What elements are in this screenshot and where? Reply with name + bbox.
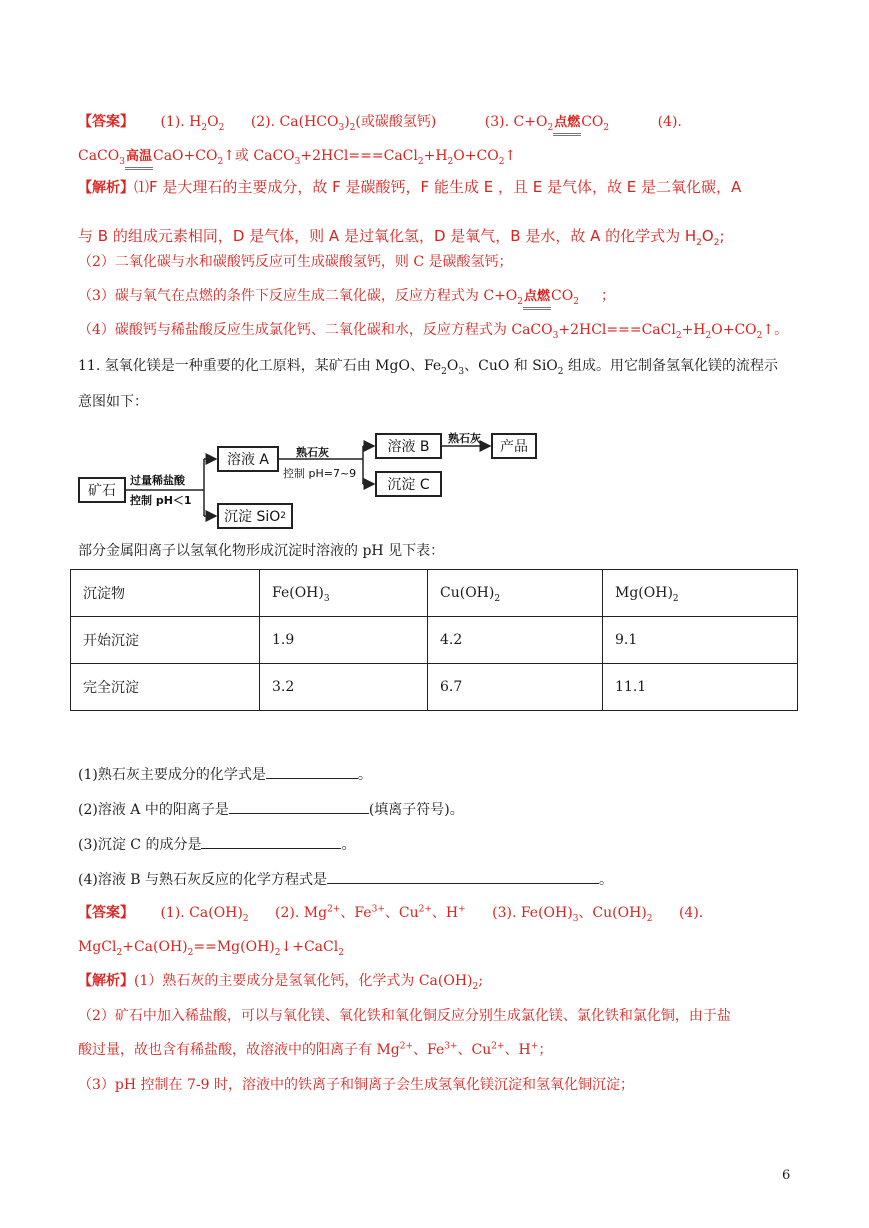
table-header-cell: $Cu(OH)_2$ [428,570,603,617]
lime-label-2: 控制 pH=7~9 [283,467,357,480]
ore-box: 矿石 [78,477,126,503]
reaction-condition: 点燃 [553,113,581,133]
table-intro: 部分金属阳离子以氢氧化物形成沉淀时溶液的 pH 见下表： [78,543,445,559]
analysis-1-line-4: （3）碳与氧气在点燃的条件下反应生成二氧化碳，反应方程式为 $C+O_2$点燃$CO_2$ ； [78,288,615,307]
precip-c-box: 沉淀 C [375,471,442,497]
page-number: 6 [782,1168,791,1183]
answer-1-line-2: CaCO$_3$高温$CaO+CO_2↑$或 $CaCO_3+2HCl===CaCl_2+H_2O+CO_2↑$ [78,148,517,167]
analysis-2-line-4: （3）pH 控制在 7-9 时，溶液中的铁离子和铜离子会生成氢氧化镁沉淀和氢氧化铜沉淀； [78,1077,634,1093]
answer-label: 【答案】 [78,114,134,130]
lime-label-3: 熟石灰 [448,432,481,445]
table-header-cell: 沉淀物 [71,570,260,617]
table-cell: 11.1 [603,664,798,711]
lime-label-1: 熟石灰 [296,446,329,459]
table-header-cell: $Fe(OH)_3$ [260,570,428,617]
acid-label-2: 控制 pH＜1 [130,494,192,507]
ph-table [70,569,798,711]
solution-b-box: 溶液 B [375,433,442,459]
solution-a-box: 溶液 A [217,446,279,472]
table-cell: 完全沉淀 [71,664,260,711]
process-flowchart [76,428,546,532]
precip-sio2-box: 沉淀 SiO 2 [217,503,293,529]
table-cell: 9.1 [603,617,798,664]
table-row [71,664,798,711]
sub-question-1: (1)熟石灰主要成分的化学式是 。 [78,764,372,785]
question-11-line-1: 11. 氢氧化镁是一种重要的化工原料，某矿石由 MgO、$Fe_2O_3$、CuO 和 SiO$_2$ 组成。用它制备氢氧化镁的流程示 [78,358,778,377]
analysis-1-line-1: 【解析】⑴F 是大理石的主要成分，故 F 是碳酸钙，F 能生成 E ，且 E 是气体，故 E 是二氧化碳，A [78,178,742,196]
acid-label-1: 过量稀盐酸 [130,474,185,487]
table-cell: 6.7 [428,664,603,711]
answer-1-line-1: 【答案】 (1). $H_2O_2$ (2). $Ca(HCO_3)_2$(或碳酸氢钙) (3). $C+O_2$点燃$CO_2$ (4). [78,114,682,133]
answer-blank[interactable] [327,869,599,884]
reaction-condition: 高温 [125,147,153,167]
answer-2-line-1: 【答案】 (1). $Ca(OH)_2$ (2). $Mg^{2+}$、$Fe^{3+}$、$Cu^{2+}$、H+ (3). $Fe(OH)_3$、$Cu(OH)_2$ (4). [78,904,704,924]
table-cell: 1.9 [260,617,428,664]
table-row [71,617,798,664]
analysis-2-line-2: （2）矿石中加入稀盐酸，可以与氧化镁、氧化铁和氧化铜反应分别生成氯化镁、氯化铁和氯化铜，由于盐 [78,1008,731,1024]
analysis-1-line-3: （2）二氧化碳与水和碳酸钙反应可生成碳酸氢钙，则 C 是碳酸氢钙； [78,254,513,270]
answer-blank[interactable] [229,799,369,814]
analysis-2-line-3: 酸过量，故也含有稀盐酸，故溶液中的阳离子有 $Mg^{2+}$、$Fe^{3+}$、$Cu^{2+}$、H+； [78,1041,553,1058]
table-cell: 开始沉淀 [71,617,260,664]
analysis-label: 【解析】 [78,180,134,196]
table-header-cell: $Mg(OH)_2$ [603,570,798,617]
table-cell: 3.2 [260,664,428,711]
reaction-condition: 点燃 [523,287,551,307]
table-header-row [71,570,798,617]
question-11-line-2: 意图如下： [78,394,148,410]
product-box: 产品 [491,433,537,459]
table-cell: 4.2 [428,617,603,664]
answer-blank[interactable] [266,764,358,779]
sub-question-3: (3)沉淀 C 的成分是 。 [78,834,355,855]
sub-question-2: (2)溶液 A 中的阳离子是 (填离子符号)。 [78,799,464,820]
analysis-2-line-1: 【解析】(1）熟石灰的主要成分是氢氧化钙，化学式为 $Ca(OH)_2$; [78,973,483,992]
analysis-1-line-5: （4）碳酸钙与稀盐酸反应生成氯化钙、二氧化碳和水，反应方程式为 $CaCO_3+2HCl===CaCl_2+H_2O+CO_2↑$。 [78,322,789,341]
analysis-1-line-2: 与 B 的组成元素相同，D 是气体，则 A 是过氧化氢，D 是氧气，B 是水，故 A 的化学式为 $H_2O_2$; [78,227,725,248]
analysis-label: 【解析】 [78,973,134,989]
answer-label: 【答案】 [78,905,134,921]
answer-2-line-2: $MgCl_2+Ca(OH)_2==Mg(OH)_2↓+CaCl_2$ [78,939,344,958]
sub-question-4: (4)溶液 B 与熟石灰反应的化学方程式是 。 [78,869,613,890]
answer-blank[interactable] [201,834,341,849]
